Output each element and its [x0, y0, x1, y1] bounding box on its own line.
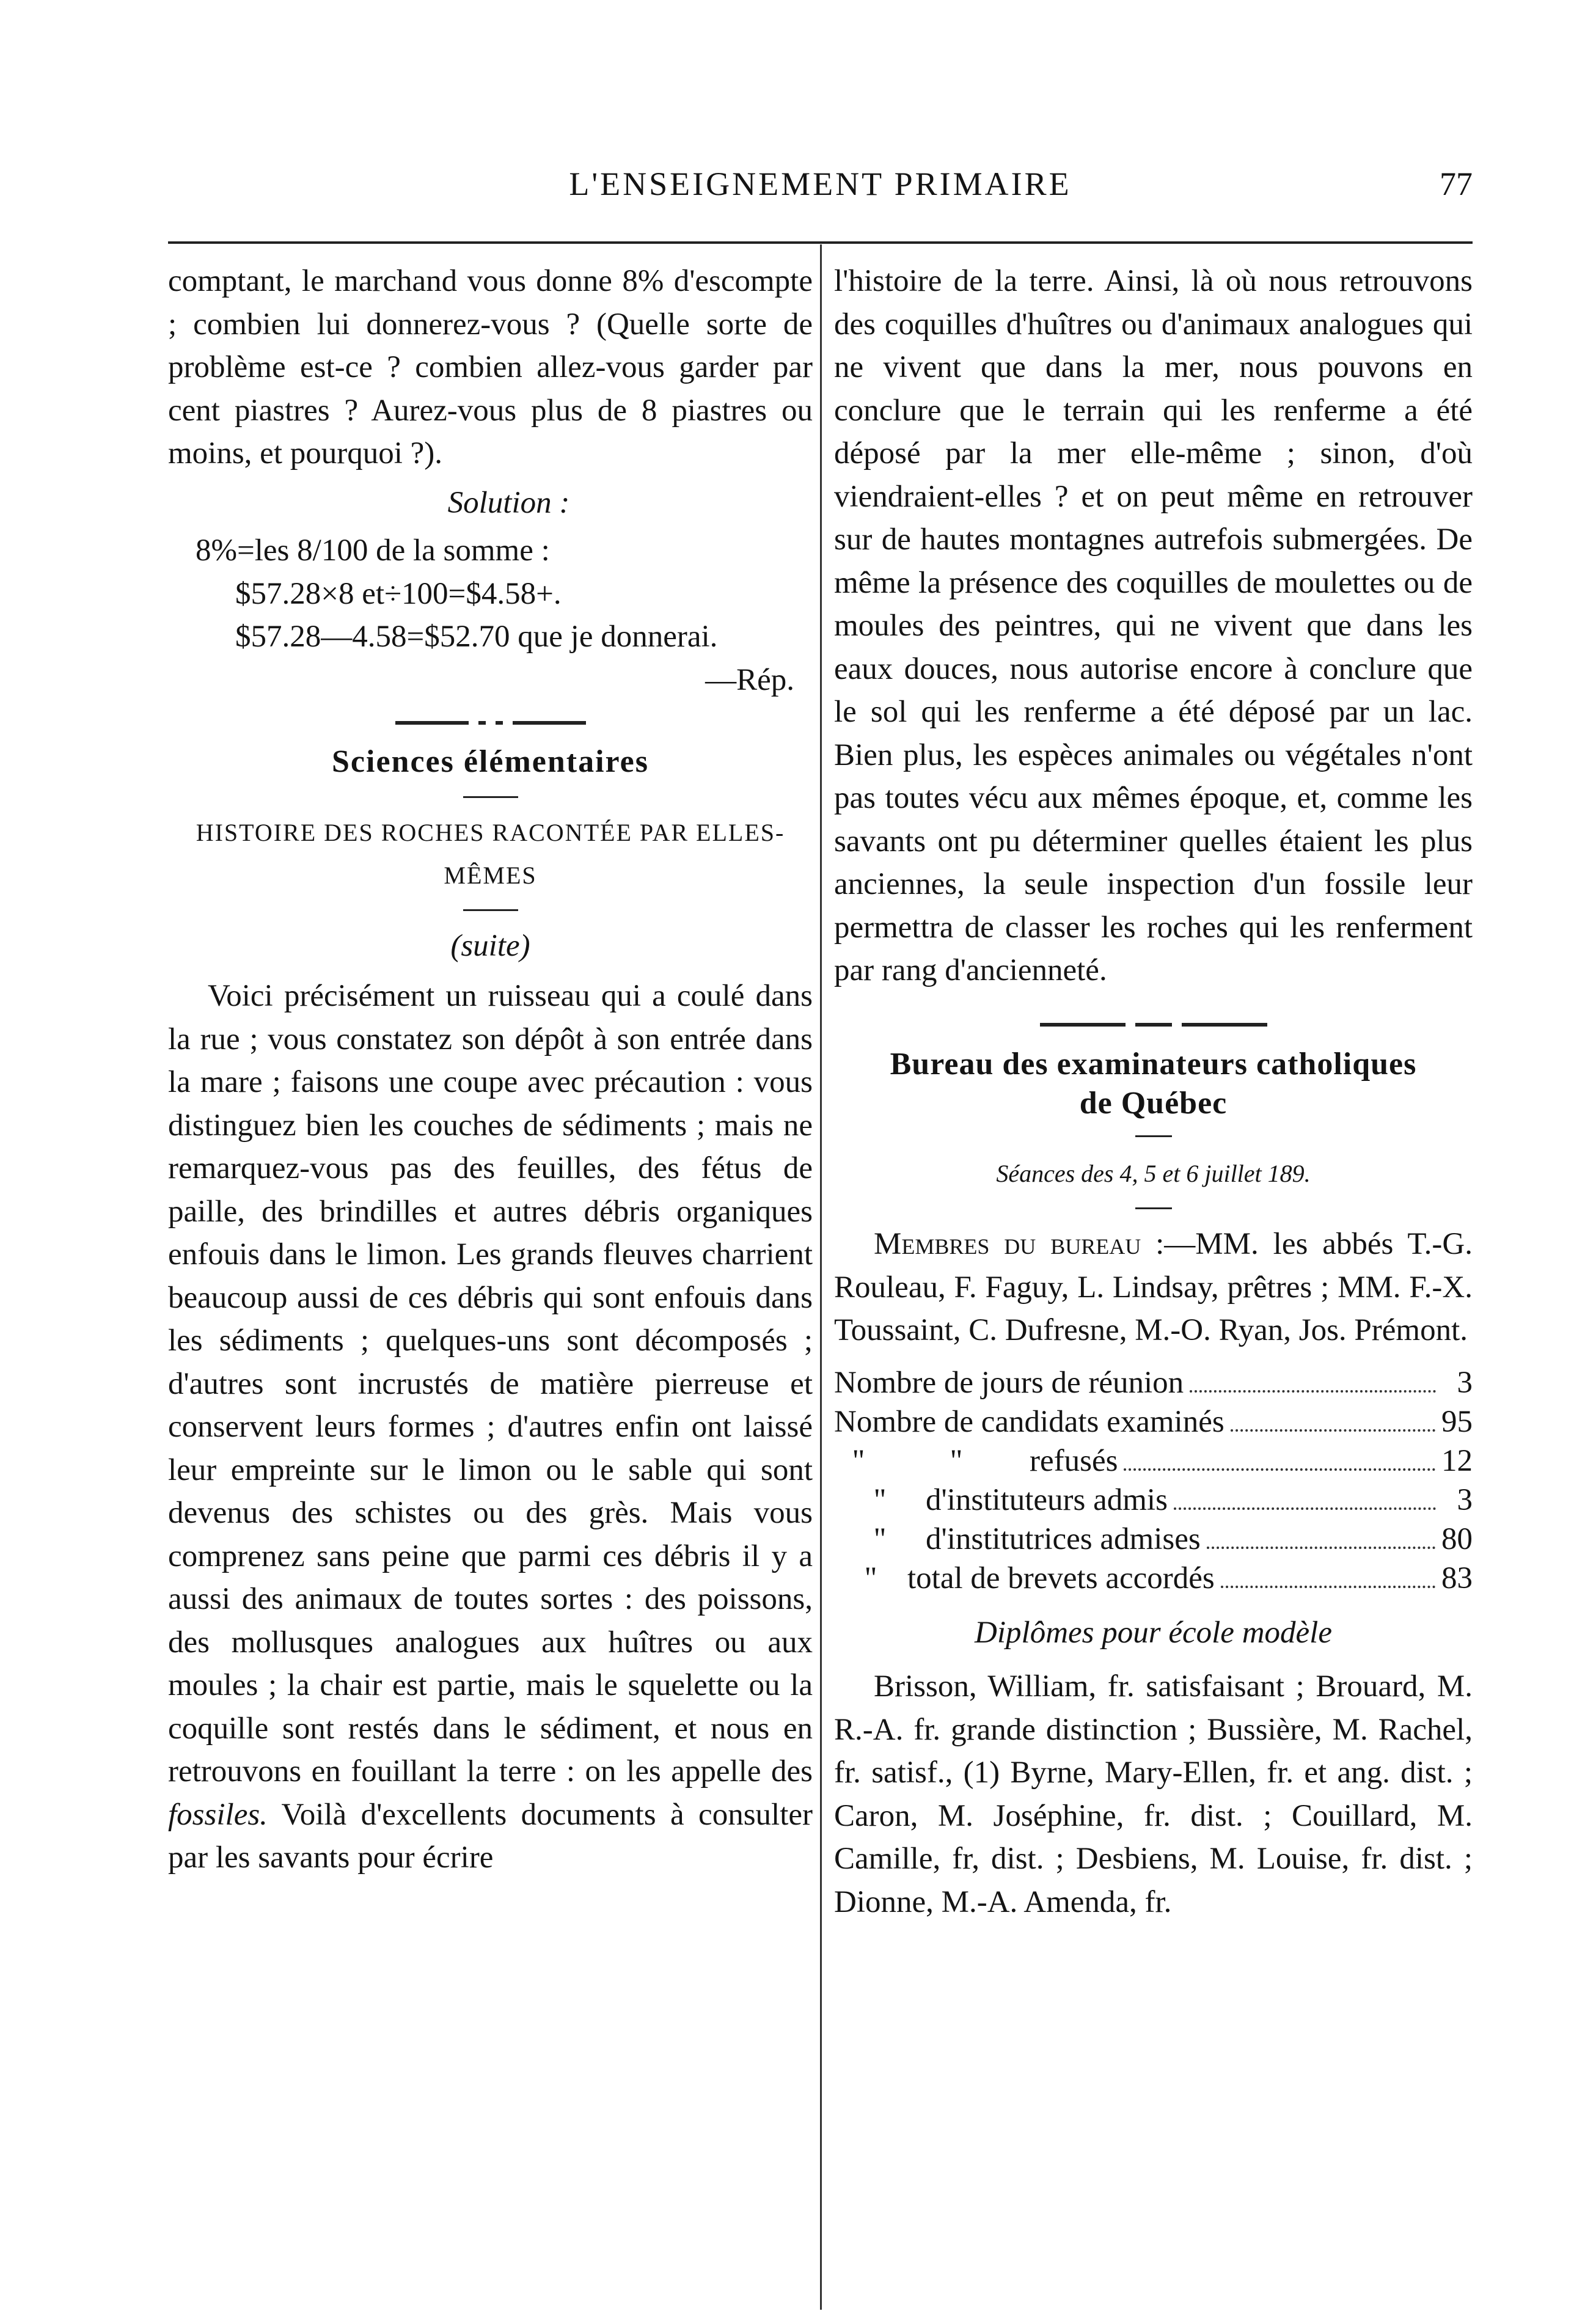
stats-table: [834, 1363, 1473, 1598]
right-column: [834, 260, 1473, 1924]
diplomes-title: Diplômes pour école modèle: [975, 1615, 1332, 1650]
section-ornament: [834, 1023, 1473, 1027]
bureau-title-line-2: de Québec: [1079, 1085, 1228, 1121]
bureau-title: [834, 1045, 1473, 1123]
bureau-title-line-1: Bureau des examinateurs catholiques: [890, 1046, 1417, 1082]
answer-label: —Rép.: [705, 662, 794, 697]
math-line-3: $57.28—4.58=$52.70 que je donnerai.: [235, 620, 718, 654]
continuation-paragraph: l'histoire de la terre. Ainsi, là où nous retrouvons des coquilles d'huîtres ou d'animaux analogues qui ne vivent que dans la mer, nous pouvons en conclure que le terrain qui les renferme a été déposé par la mer elle-même ; sinon, d'où viendraient-elles ? et on peut même en retrouver sur de hautes montagnes autrefois submergées. De même la présence des coquilles de moulettes ou de moules des peintres, qui ne vivent que dans les eaux douces, nous autorise encore à conclure que le sol qui les renferme a été déposé par un lac. Bien plus, les espèces animales ou végétales n'ont pas toutes vécu aux mêmes époque, et, comme les savants ont pu déterminer quelles étaient les plus anciennes, la seule inspection d'un fossile leur permettra de classer les roches qui les renferment par rang d'ancienneté.: [834, 264, 1473, 987]
running-title: L'ENSEIGNEMENT PRIMAIRE: [569, 166, 1072, 202]
problem-paragraph: comptant, le marchand vous donne 8% d'escompte ; combien lui donnerez-vous ? (Quelle sorte de problème est-ce ? combien allez-vous garder par cent piastres ? Aurez-vous plus de 8 piastres ou moins, et pourquoi ?).: [168, 264, 813, 470]
header-rule: [168, 241, 1473, 244]
diplomes-paragraph: Brisson, William, fr. satisfaisant ; Brouard, M. R.-A. fr. grande distinction ; Bussière, M. Rachel, fr. satisf., (1) Byrne, Mary-Ellen, fr. et ang. dist. ; Caron, M. Joséphine, fr. dist. ; Couillard, M. Camille, fr, dist. ; Desbiens, M. Louise, fr. dist. ; Dionne, M.-A. Amenda, fr.: [834, 1669, 1473, 1919]
short-rule: [1135, 1207, 1172, 1209]
seances-line: Séances des 4, 5 et 6 juillet 189.: [996, 1159, 1311, 1187]
article-title: HISTOIRE DES ROCHES RACONTÉE PAR ELLES-MÊMES: [196, 818, 785, 889]
section-ornament: [168, 721, 813, 725]
paragraph-text: Voici précisément un ruisseau qui a coulé dans la rue ; vous constatez son dépôt à son entrée dans la mare ; faisons une coupe avec précaution : vous distinguez bien les couches de sédiments ; mais ne remarquez-vous pas des feuilles, des fétus de paille, des brindilles et autres débris organiques enfouis dans le limon. Les grands fleuves charrient beaucoup aussi de ces débris qui sont enfouis dans les sédiments ; quelques-uns sont décomposés ; d'autres sont incrustés de matière pierreuse et conservent leurs formes ; d'autres enfin ont laissé leur empreinte sur le limon ou le sable qui sont devenus des schistes ou des grès. Mais vous comprenez sans peine que parmi ces débris il y a aussi des animaux de toutes sortes : des poissons, des mollusques analogues aux huîtres ou aux moules ; la chair est partie, mais le squelette ou la coquille sont restés dans le sédiment, et nous en retrouvons en fouillant la terre : on les appelle des: [168, 979, 813, 1789]
stat-row: " d'instituteurs admis 3: [873, 1482, 1473, 1517]
solution-label: Solution :: [447, 485, 570, 520]
page-number: 77: [1440, 166, 1473, 202]
math-line-2: $57.28×8 et÷100=$4.58+.: [235, 576, 562, 611]
left-column: [168, 260, 813, 1880]
stat-row: " " refusés 12: [852, 1443, 1473, 1478]
membres-paragraph: [834, 1223, 1473, 1352]
stat-row: Nombre de candidats examinés 95: [834, 1404, 1473, 1439]
page-header: [168, 165, 1473, 208]
short-rule: [463, 909, 518, 911]
stat-row: " total de brevets accordés 83: [864, 1561, 1473, 1595]
section-title: Sciences élémentaires: [332, 744, 649, 779]
suite-label: (suite): [450, 928, 530, 963]
short-rule: [1135, 1135, 1172, 1137]
stat-row: Nombre de jours de réunion 3: [834, 1365, 1473, 1400]
short-rule: [463, 796, 518, 798]
article-paragraph: [168, 975, 813, 1880]
stat-row: " d'institutrices admises 80: [873, 1521, 1473, 1556]
math-line-1: 8%=les 8/100 de la somme :: [196, 533, 550, 568]
membres-label: Membres du bureau :: [874, 1227, 1165, 1261]
membres-text: —MM. les abbés T.-G. Rouleau, F. Faguy, L. Lindsay, prêtres ; MM. F.-X. Toussaint, C. Dufresne, M.-O. Ryan, Jos. Prémont.: [834, 1227, 1473, 1347]
fossiles-word: fossiles.: [168, 1797, 268, 1832]
paragraph-end: Voilà d'excellents documents à consulter par les savants pour écrire: [168, 1797, 813, 1875]
column-divider: [820, 244, 822, 2310]
